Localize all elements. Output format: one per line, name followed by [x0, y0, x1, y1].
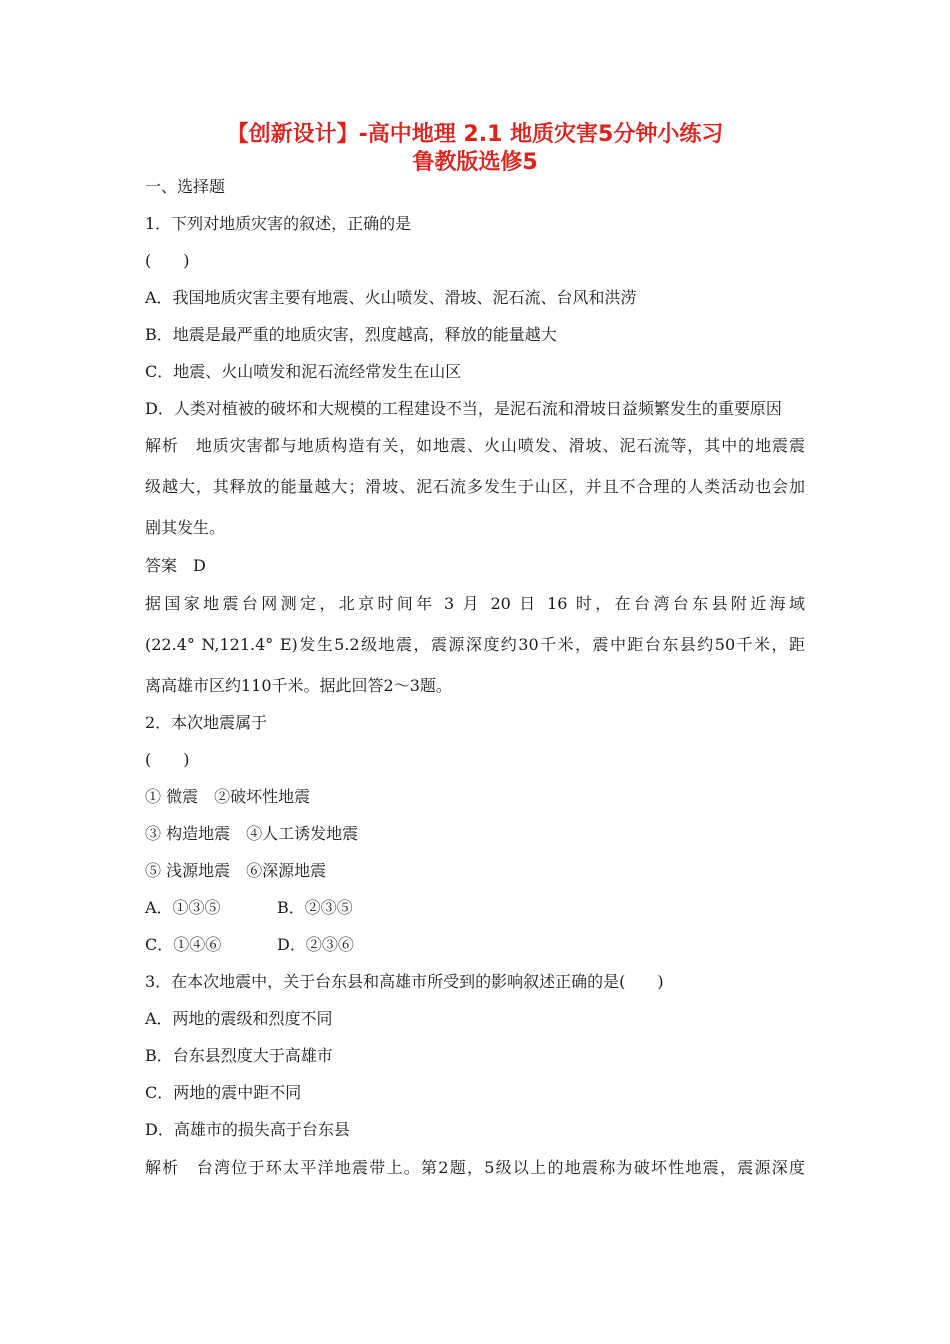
q3-option-b: B．台东县烈度大于高雄市: [145, 1046, 333, 1065]
q1-analysis-line2: 级越大，其释放的能量越大；滑坡、泥石流多发生于山区，并且不合理的人类活动也会加: [145, 477, 805, 496]
q1-analysis-line3: 剧其发生。: [145, 518, 226, 537]
q2-item-row2: ③ 构造地震 ④人工诱发地震: [145, 824, 359, 843]
q3-option-d: D．高雄市的损失高于台东县: [145, 1120, 350, 1139]
q1-option-b: B．地震是最严重的地质灾害，烈度越高，释放的能量越大: [145, 325, 557, 344]
q2-item-row3: ⑤ 浅源地震 ⑥深源地震: [145, 861, 327, 880]
passage-line2: (22.4° N,121.4° E)发生5.2级地震，震源深度约30千米，震中距台东县约50千米，距: [145, 635, 805, 654]
q2-option-b: B．②③⑤: [277, 898, 353, 917]
section-heading: 一、选择题: [145, 177, 226, 196]
document-title-line2: 鲁教版选修5: [412, 150, 538, 175]
q1-answer: 答案 D: [145, 556, 206, 575]
q1-option-d: D．人类对植被的破坏和大规模的工程建设不当，是泥石流和滑坡日益频繁发生的重要原因: [145, 399, 782, 418]
q3-analysis-line1: 解析 台湾位于环太平洋地震带上。第2题，5级以上的地震称为破坏性地震，震源深度: [145, 1158, 805, 1177]
q2-item-row1: ① 微震 ②破坏性地震: [145, 787, 311, 806]
q1-stem: 1．下列对地质灾害的叙述，正确的是: [145, 214, 412, 233]
q1-option-c: C．地震、火山喷发和泥石流经常发生在山区: [145, 362, 462, 381]
q2-answer-paren: ( ): [145, 750, 190, 769]
passage-line3: 离高雄市区约110千米。据此回答2～3题。: [145, 676, 452, 695]
q2-option-c: C．①④⑥: [145, 935, 222, 954]
q3-stem: 3．在本次地震中，关于台东县和高雄市所受到的影响叙述正确的是( ): [145, 972, 664, 991]
q2-stem: 2．本次地震属于: [145, 713, 268, 732]
q3-option-c: C．两地的震中距不同: [145, 1083, 302, 1102]
q1-option-a: A．我国地质灾害主要有地震、火山喷发、滑坡、泥石流、台风和洪涝: [145, 288, 637, 307]
passage-line1: 据国家地震台网测定，北京时间年 3 月 20 日 16 时，在台湾台东县附近海域: [145, 594, 805, 613]
q1-analysis-line1: 解析 地质灾害都与地质构造有关，如地震、火山喷发、滑坡、泥石流等，其中的地震震: [145, 436, 805, 455]
q2-option-a: A．①③⑤: [145, 898, 221, 917]
document-title-line1: 【创新设计】-高中地理 2.1 地质灾害5分钟小练习: [226, 122, 724, 147]
q3-option-a: A．两地的震级和烈度不同: [145, 1009, 333, 1028]
q1-answer-paren: ( ): [145, 251, 190, 270]
q2-option-d: D．②③⑥: [277, 935, 354, 954]
